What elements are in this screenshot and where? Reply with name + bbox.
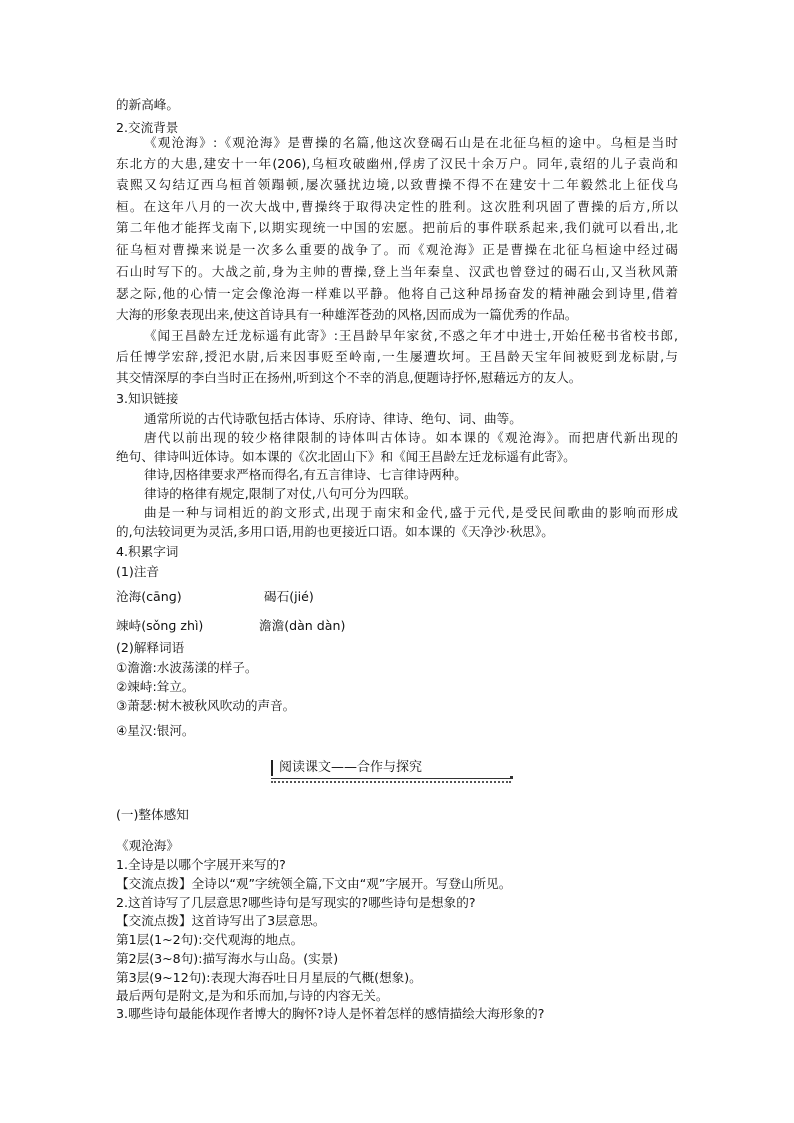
paragraph-line: 曲是一种与词相近的韵文形式,出现于南宋和金代,盛于元代,是受民间歌曲的影响而形成 xyxy=(144,505,678,520)
paragraph-line: 律诗,因格律要求严格而得名,有五言律诗、七言律诗两种。 xyxy=(144,467,467,482)
paragraph-line: 《闻王昌龄左迁龙标遥有此寄》:王昌龄早年家贫,不惑之年才中进士,开始任秘书省校书郎, xyxy=(144,328,678,343)
paragraph-line: 绝句、律诗叫近体诗。如本课的《次北固山下》和《闻王昌龄左迁龙标遥有此寄》。 xyxy=(116,449,576,464)
paragraph-line: 桓。在这年八月的一次大战中,曹操终于取得决定性的胜利。这次胜利巩固了曹操的后方,所以 xyxy=(116,199,678,214)
paragraph-line: 唐代以前出现的较少格律限制的诗体叫古体诗。如本课的《观沧海》。而把唐代新出现的 xyxy=(144,430,678,445)
definition-item: ②竦峙:耸立。 xyxy=(116,679,195,694)
paragraph-line: 大海的形象表现出来,使这首诗具有一种雄浑苍劲的风格,因而成为一篇优秀的作品。 xyxy=(116,307,578,322)
answer-line: 第1层(1~2句):交代观海的地点。 xyxy=(116,932,304,947)
banner-underline xyxy=(271,778,511,779)
banner-title: 阅读课文——合作与探究 xyxy=(279,760,423,775)
question: 3.哪些诗句最能体现作者博大的胸怀?诗人是怀着怎样的感情描绘大海形象的? xyxy=(116,1006,545,1021)
paragraph-line: 瑟之际,他的心情一定会像沧海一样难以平静。他将自己这种昂扬奋发的精神融会到诗里,借着 xyxy=(116,286,678,301)
answer-line: 第3层(9~12句):表现大海吞吐日月星辰的气概(想象)。 xyxy=(116,970,422,985)
paragraph-line: 东北方的大患,建安十一年(206),乌桓攻破幽州,俘虏了汉民十余万户。同年,袁绍的儿子袁尚和 xyxy=(116,156,678,171)
paragraph-line: 的新高峰。 xyxy=(116,97,179,112)
answer-line: 第2层(3~8句):描写海水与山岛。(实景) xyxy=(116,951,339,966)
subsection-heading: (一)整体感知 xyxy=(116,807,189,822)
paragraph-line: 律诗的格律有规定,限制了对仗,八句可分为四联。 xyxy=(144,486,417,501)
pinyin-entry: 澹澹(dàn dàn) xyxy=(259,618,346,633)
definition-item: ①澹澹:水波荡漾的样子。 xyxy=(116,660,258,675)
poem-title: 《观沧海》 xyxy=(116,838,179,853)
answer-note: 【交流点拨】这首诗写出了3层意思。 xyxy=(116,913,326,928)
paragraph-line: 后任博学宏辞,授汜水尉,后来因事贬至岭南,一生屡遭坎坷。王昌龄天宝年间被贬到龙标尉,与 xyxy=(116,349,678,364)
pinyin-entry: 竦峙(sǒnɡ zhì) xyxy=(116,618,204,633)
pinyin-entry: 沧海(cānɡ) xyxy=(116,589,182,604)
section-heading: 4.积累字词 xyxy=(116,544,179,559)
paragraph-line: 其交情深厚的李白当时正在扬州,听到这个不幸的消息,便题诗抒怀,慰藉远方的友人。 xyxy=(116,370,582,385)
banner-dotted-underline xyxy=(271,781,511,783)
paragraph-line: 的,句法较词更为灵活,多用口语,用韵也更接近口语。如本课的《天净沙·秋思》。 xyxy=(116,524,554,539)
subsection-heading: (1)注音 xyxy=(116,564,160,579)
banner-bar xyxy=(271,760,273,776)
paragraph-line: 袁熙又勾结辽西乌桓首领蹋顿,屡次骚扰边境,以致曹操不得不在建安十二年毅然北上征伐乌 xyxy=(116,177,678,192)
section-heading: 2.交流背景 xyxy=(116,120,179,135)
definition-item: ③萧瑟:树木被秋风吹动的声音。 xyxy=(116,698,296,713)
answer-line: 最后两句是附文,是为和乐而加,与诗的内容无关。 xyxy=(116,988,389,1003)
paragraph-line: 《观沧海》:《观沧海》是曹操的名篇,他这次登碣石山是在北征乌桓的途中。乌桓是当时 xyxy=(144,135,678,150)
paragraph-line: 征乌桓对曹操来说是一次多么重要的战争了。而《观沧海》正是曹操在北征乌桓途中经过碣 xyxy=(116,242,678,257)
pinyin-entry: 碣石(jié) xyxy=(264,589,314,604)
answer-note: 【交流点拨】全诗以“观”字统领全篇,下文由“观”字展开。写登山所见。 xyxy=(116,876,512,891)
section-banner xyxy=(271,758,511,784)
definition-item: ④星汉:银河。 xyxy=(116,723,195,738)
banner-end-mark xyxy=(510,776,513,779)
question: 1.全诗是以哪个字展开来写的? xyxy=(116,857,286,872)
subsection-heading: (2)解释词语 xyxy=(116,640,185,655)
question: 2.这首诗写了几层意思?哪些诗句是写现实的?哪些诗句是想象的? xyxy=(116,895,476,910)
paragraph-line: 石山时写下的。大战之前,身为主帅的曹操,登上当年秦皇、汉武也曾登过的碣石山,又当秋风萧 xyxy=(116,264,678,279)
paragraph-line: 第二年他才能挥戈南下,以期实现统一中国的宏愿。把前后的事件联系起来,我们就可以看出,北 xyxy=(116,220,678,235)
paragraph-line: 通常所说的古代诗歌包括古体诗、乐府诗、律诗、绝句、词、曲等。 xyxy=(144,411,522,426)
section-heading: 3.知识链接 xyxy=(116,391,179,406)
